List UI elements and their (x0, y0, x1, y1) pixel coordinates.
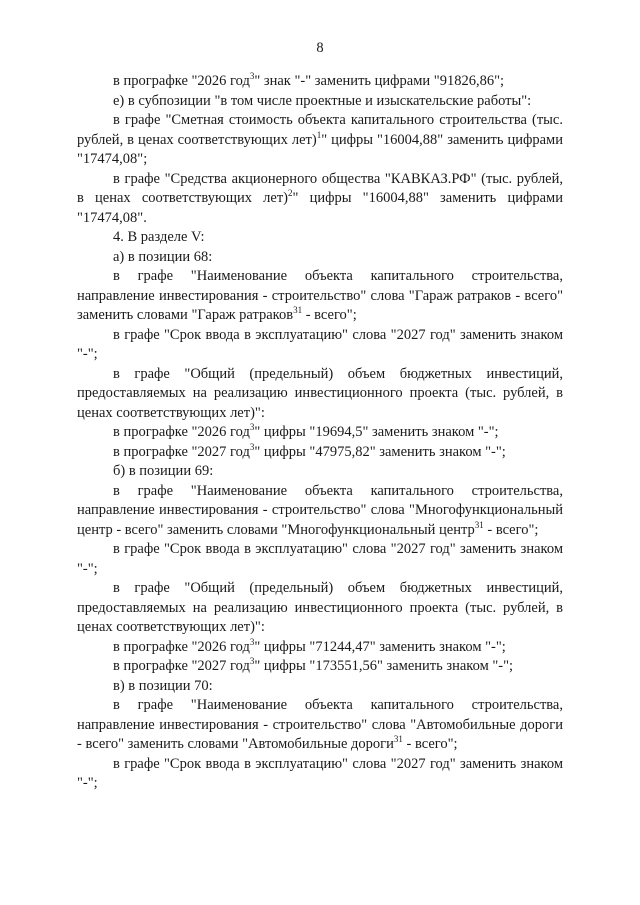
paragraph (77, 365, 563, 424)
paragraph-text: " цифры "16004,88" заменить цифрами "17474,08". (77, 190, 563, 226)
paragraph-text: в прографке "2026 год (113, 73, 250, 89)
paragraph-text: " цифры "19694,5" заменить знаком "-"; (254, 424, 499, 440)
paragraph (77, 170, 563, 229)
paragraph-text: в графе "Общий (предельный) объем бюджетных инвестиций, предоставляемых на реализацию инвестиционного проекта (тыс. рублей, в ценах соответствующих лет)": (77, 365, 563, 421)
superscript: 2 (288, 188, 293, 199)
paragraph-text: в) в позиции 70: (113, 677, 213, 694)
paragraph-text: " цифры "16004,88" заменить цифрами "17474,08"; (77, 131, 563, 167)
paragraph (77, 92, 563, 112)
superscript: 3 (249, 441, 255, 452)
paragraph-text: в графе "Срок ввода в эксплуатацию" слова "2027 год" заменить знаком "-"; (77, 326, 563, 362)
paragraph-text: в графе "Наименование объекта капитального строительства, направление инвестирования - строительство" слова "Гараж ратраков - всего" заменить словами "Гараж ратраков (77, 268, 563, 323)
paragraph-text: в прографке "2026 год (113, 638, 250, 655)
paragraph-text: б) в позиции 69: (113, 463, 214, 479)
paragraph (77, 696, 563, 755)
paragraph-text: в прографке "2027 год (113, 443, 250, 460)
paragraph (77, 443, 563, 463)
section-heading (77, 228, 563, 248)
paragraph-text: " цифры "47975,82" заменить знаком "-"; (254, 443, 506, 460)
paragraph (77, 638, 563, 658)
paragraph-text: " цифры "173551,56" заменить знаком "-"; (254, 658, 514, 674)
paragraph-text: в графе "Наименование объекта капитального строительства, направление инвестирования - строительство" слова "Многофункциональный центр - всего" заменить словами "Многофункциональный центр (77, 482, 563, 538)
superscript: 1 (316, 129, 322, 140)
paragraph-text: 4. В разделе V: (113, 229, 205, 245)
paragraph-text: - всего"; (402, 736, 458, 752)
paragraph-text: в прографке "2027 год (113, 658, 250, 674)
paragraph (77, 579, 563, 638)
position-heading (77, 462, 563, 482)
paragraph (77, 326, 563, 365)
paragraph (77, 267, 563, 326)
paragraph-text: а) в позиции 68: (113, 248, 213, 265)
position-heading (77, 248, 563, 268)
paragraph-text: " знак "-" заменить цифрами "91826,86"; (254, 73, 505, 89)
paragraph-text: - всего"; (302, 307, 357, 323)
superscript: 31 (474, 519, 484, 530)
paragraph-text: " цифры "71244,47" заменить знаком "-"; (254, 638, 506, 655)
paragraph (77, 540, 563, 579)
position-heading (77, 677, 563, 697)
superscript: 31 (393, 734, 403, 745)
superscript: 3 (249, 71, 255, 82)
paragraph (77, 111, 563, 170)
paragraph-text: - всего"; (483, 521, 539, 538)
paragraph-text: в прографке "2026 год (113, 424, 250, 440)
superscript: 3 (249, 422, 255, 433)
paragraph-text: в графе "Средства акционерного общества "КАВКАЗ.РФ" (тыс. рублей, в ценах соответствующих лет) (77, 170, 563, 206)
paragraph-text: в графе "Наименование объекта капитального строительства, направление инвестирования - строительство" слова "Автомобильные дороги - всего" заменить словами "Автомобильные дороги (77, 697, 563, 752)
paragraph (77, 482, 563, 541)
document-body (77, 72, 563, 794)
paragraph (77, 755, 563, 794)
paragraph-text: в графе "Срок ввода в эксплуатацию" слова "2027 год" заменить знаком "-"; (77, 755, 563, 791)
page-number: 8 (316, 40, 324, 56)
paragraph (77, 72, 563, 92)
paragraph-text: в графе "Общий (предельный) объем бюджетных инвестиций, предоставляемых на реализацию инвестиционного проекта (тыс. рублей, в ценах соответствующих лет)": (77, 580, 563, 635)
paragraph (77, 657, 563, 677)
superscript: 31 (293, 305, 303, 316)
paragraph-text: е) в субпозиции "в том числе проектные и изыскательские работы": (113, 92, 532, 109)
paragraph-text: в графе "Срок ввода в эксплуатацию" слова "2027 год" заменить знаком "-"; (77, 541, 563, 577)
superscript: 3 (249, 656, 255, 667)
paragraph-text: в графе "Сметная стоимость объекта капитального строительства (тыс. рублей, в ценах соответствующих лет) (77, 112, 563, 148)
superscript: 3 (249, 636, 255, 647)
paragraph (77, 423, 563, 443)
